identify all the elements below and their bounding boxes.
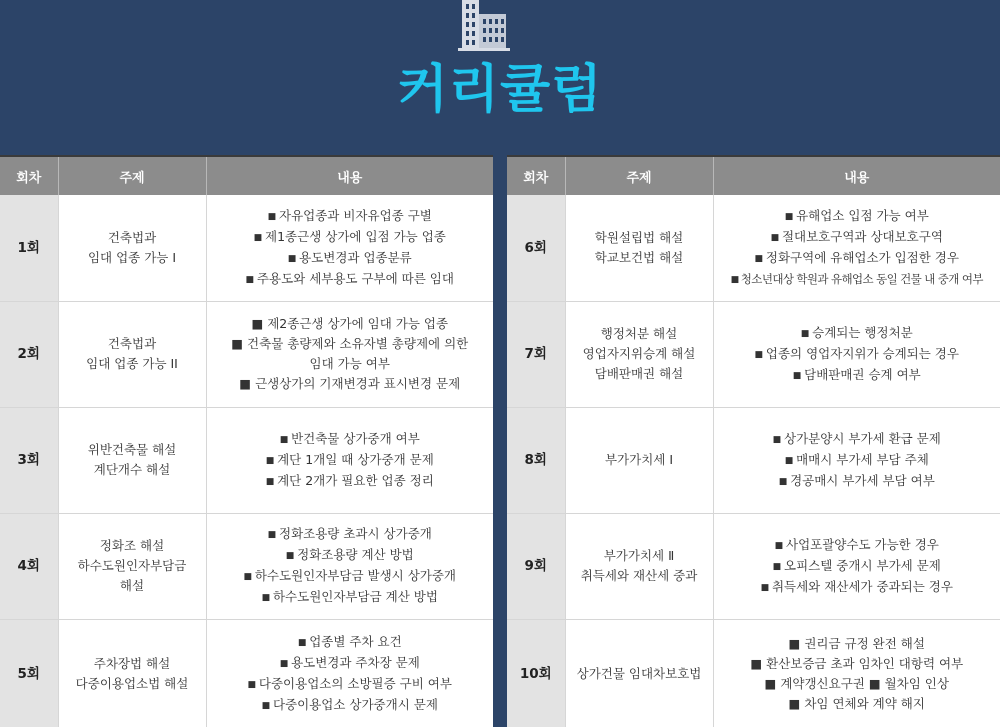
- col-header-topic: 주제: [565, 156, 713, 195]
- topic-line: 하수도원인자부담금: [77, 558, 187, 573]
- content-item: ■ 건축물 총량제와 소유자별 총량제에 의한: [231, 336, 469, 351]
- content-item: ■ 업종별 주차 요건: [207, 632, 494, 653]
- table-row: [507, 301, 1000, 407]
- content-item: ■ 반건축물 상가중개 여부: [207, 429, 494, 450]
- curriculum-table-right: [507, 155, 1000, 727]
- session-number: 3회: [0, 407, 58, 513]
- session-number: 9회: [507, 513, 565, 619]
- content-item: ■ 환산보증금 초과 임차인 대항력 여부: [750, 655, 964, 671]
- col-header-content: 내용: [713, 156, 1000, 195]
- content-item: ■ 정화조용량 초과시 상가중개: [207, 524, 494, 545]
- topic-line: 건축법과: [107, 229, 157, 245]
- session-content: [206, 513, 493, 619]
- content-item: ■ 업종의 영업자지위가 승계되는 경우: [714, 344, 1000, 365]
- topic-line: 해설: [119, 578, 145, 593]
- content-item: ■ 계약갱신요구권 ■ 월차임 인상: [764, 675, 949, 691]
- topic-line: 학교보건법 해설: [594, 249, 684, 265]
- content-item: ■ 하수도원인자부담금 발생시 상가중개: [207, 566, 494, 587]
- content-item: ■ 자유업종과 비자유업종 구별: [207, 206, 494, 227]
- topic-line: 학원설립법 해설: [594, 229, 684, 245]
- content-item: ■ 제2종근생 상가에 임대 가능 업종: [251, 316, 449, 331]
- session-topic: [58, 513, 206, 619]
- session-topic: [58, 619, 206, 727]
- topic-line: 위반건축물 해설: [87, 442, 177, 457]
- content-item: ■ 용도변경과 업종분류: [207, 248, 494, 269]
- session-content: [713, 195, 1000, 301]
- topic-line: 부가가치세 Ⅰ: [604, 452, 674, 467]
- session-number: 4회: [0, 513, 58, 619]
- table-row: [507, 407, 1000, 513]
- content-item: ■ 정화조용량 계산 방법: [207, 545, 494, 566]
- content-item: ■ 청소년대상 학원과 유해업소 동일 건물 내 중개 여부: [714, 269, 1000, 290]
- session-topic: [58, 407, 206, 513]
- session-content: [713, 407, 1000, 513]
- session-number: 5회: [0, 619, 58, 727]
- content-item: ■ 권리금 규정 완전 해설: [788, 635, 925, 651]
- topic-line: 상가건물 임대차보호법: [576, 665, 702, 681]
- session-content: [713, 619, 1000, 727]
- page-title: 커리큘럼: [397, 60, 603, 120]
- content-item: 임대 가능 여부: [309, 356, 390, 371]
- topic-line: 임대 업종 가능 Ⅰ: [87, 249, 177, 265]
- session-number: 8회: [507, 407, 565, 513]
- topic-line: 주차장법 해설: [93, 655, 171, 671]
- content-item: ■ 계단 1개일 때 상가중개 문제: [207, 450, 494, 471]
- session-number: 10회: [507, 619, 565, 727]
- topic-line: 정화조 해설: [99, 538, 165, 553]
- content-item: ■ 다중이용업소 상가중개시 문제: [207, 695, 494, 716]
- session-topic: [565, 195, 713, 301]
- table-row: [0, 619, 493, 727]
- session-number: 2회: [0, 301, 58, 407]
- content-item: ■ 주용도와 세부용도 구부에 따른 임대: [207, 269, 494, 290]
- session-content: [206, 301, 493, 407]
- session-number: 1회: [0, 195, 58, 301]
- content-item: ■ 제1종근생 상가에 입점 가능 업종: [207, 227, 494, 248]
- col-header-topic: 주제: [58, 156, 206, 195]
- col-header-session: 회차: [0, 156, 58, 195]
- session-content: [206, 407, 493, 513]
- table-row: [0, 195, 493, 301]
- content-item: ■ 매매시 부가세 부담 주체: [714, 450, 1000, 471]
- session-topic: [565, 513, 713, 619]
- table-row: [0, 301, 493, 407]
- session-topic: [565, 301, 713, 407]
- session-topic: [58, 301, 206, 407]
- session-topic: [565, 407, 713, 513]
- content-item: ■ 유해업소 입점 가능 여부: [714, 206, 1000, 227]
- header: [0, 0, 1000, 155]
- session-content: [713, 301, 1000, 407]
- topic-line: 건축법과: [107, 336, 157, 351]
- content-item: ■ 하수도원인자부담금 계산 방법: [207, 587, 494, 608]
- topic-line: 계단개수 해설: [93, 462, 171, 477]
- content-item: ■ 취득세와 재산세가 중과되는 경우: [714, 577, 1000, 598]
- session-number: 6회: [507, 195, 565, 301]
- content-item: ■ 정화구역에 유해업소가 입점한 경우: [714, 248, 1000, 269]
- col-header-content: 내용: [206, 156, 493, 195]
- building-icon: [458, 0, 510, 52]
- col-header-session: 회차: [507, 156, 565, 195]
- session-content: [713, 513, 1000, 619]
- table-row: [507, 195, 1000, 301]
- content-item: ■ 차임 연체와 계약 해지: [788, 695, 925, 711]
- topic-line: 부가가치세 Ⅱ: [603, 548, 675, 563]
- curriculum-table-left: [0, 155, 493, 727]
- content-item: ■ 사업포괄양수도 가능한 경우: [714, 535, 1000, 556]
- content-item: ■ 근생상가의 기재변경과 표시변경 문제: [239, 376, 461, 391]
- content-item: ■ 용도변경과 주차장 문제: [207, 653, 494, 674]
- topic-line: 영업자지위승계 해설: [582, 346, 696, 361]
- content-item: ■ 경공매시 부가세 부담 여부: [714, 471, 1000, 492]
- content-item: ■ 담배판매권 승계 여부: [714, 365, 1000, 386]
- topic-line: 임대 업종 가능 II: [86, 356, 178, 371]
- content-item: ■ 오피스텔 중개시 부가세 문제: [714, 556, 1000, 577]
- topic-line: 다중이용업소법 해설: [75, 675, 189, 691]
- content-item: ■ 승계되는 행정처분: [714, 323, 1000, 344]
- content-item: ■ 계단 2개가 필요한 업종 정리: [207, 471, 494, 492]
- topic-line: 취득세와 재산세 중과: [580, 568, 698, 583]
- topic-line: 행정처분 해설: [600, 326, 678, 341]
- table-row: [507, 513, 1000, 619]
- session-number: 7회: [507, 301, 565, 407]
- session-topic: [565, 619, 713, 727]
- session-content: [206, 195, 493, 301]
- table-row: [0, 513, 493, 619]
- session-topic: [58, 195, 206, 301]
- content-item: ■ 상가분양시 부가세 환급 문제: [714, 429, 1000, 450]
- session-content: [206, 619, 493, 727]
- content-item: ■ 다중이용업소의 소방필증 구비 여부: [207, 674, 494, 695]
- table-row: [0, 407, 493, 513]
- content-item: ■ 절대보호구역과 상대보호구역: [714, 227, 1000, 248]
- table-row: [507, 619, 1000, 727]
- topic-line: 담배판매권 해설: [594, 366, 684, 381]
